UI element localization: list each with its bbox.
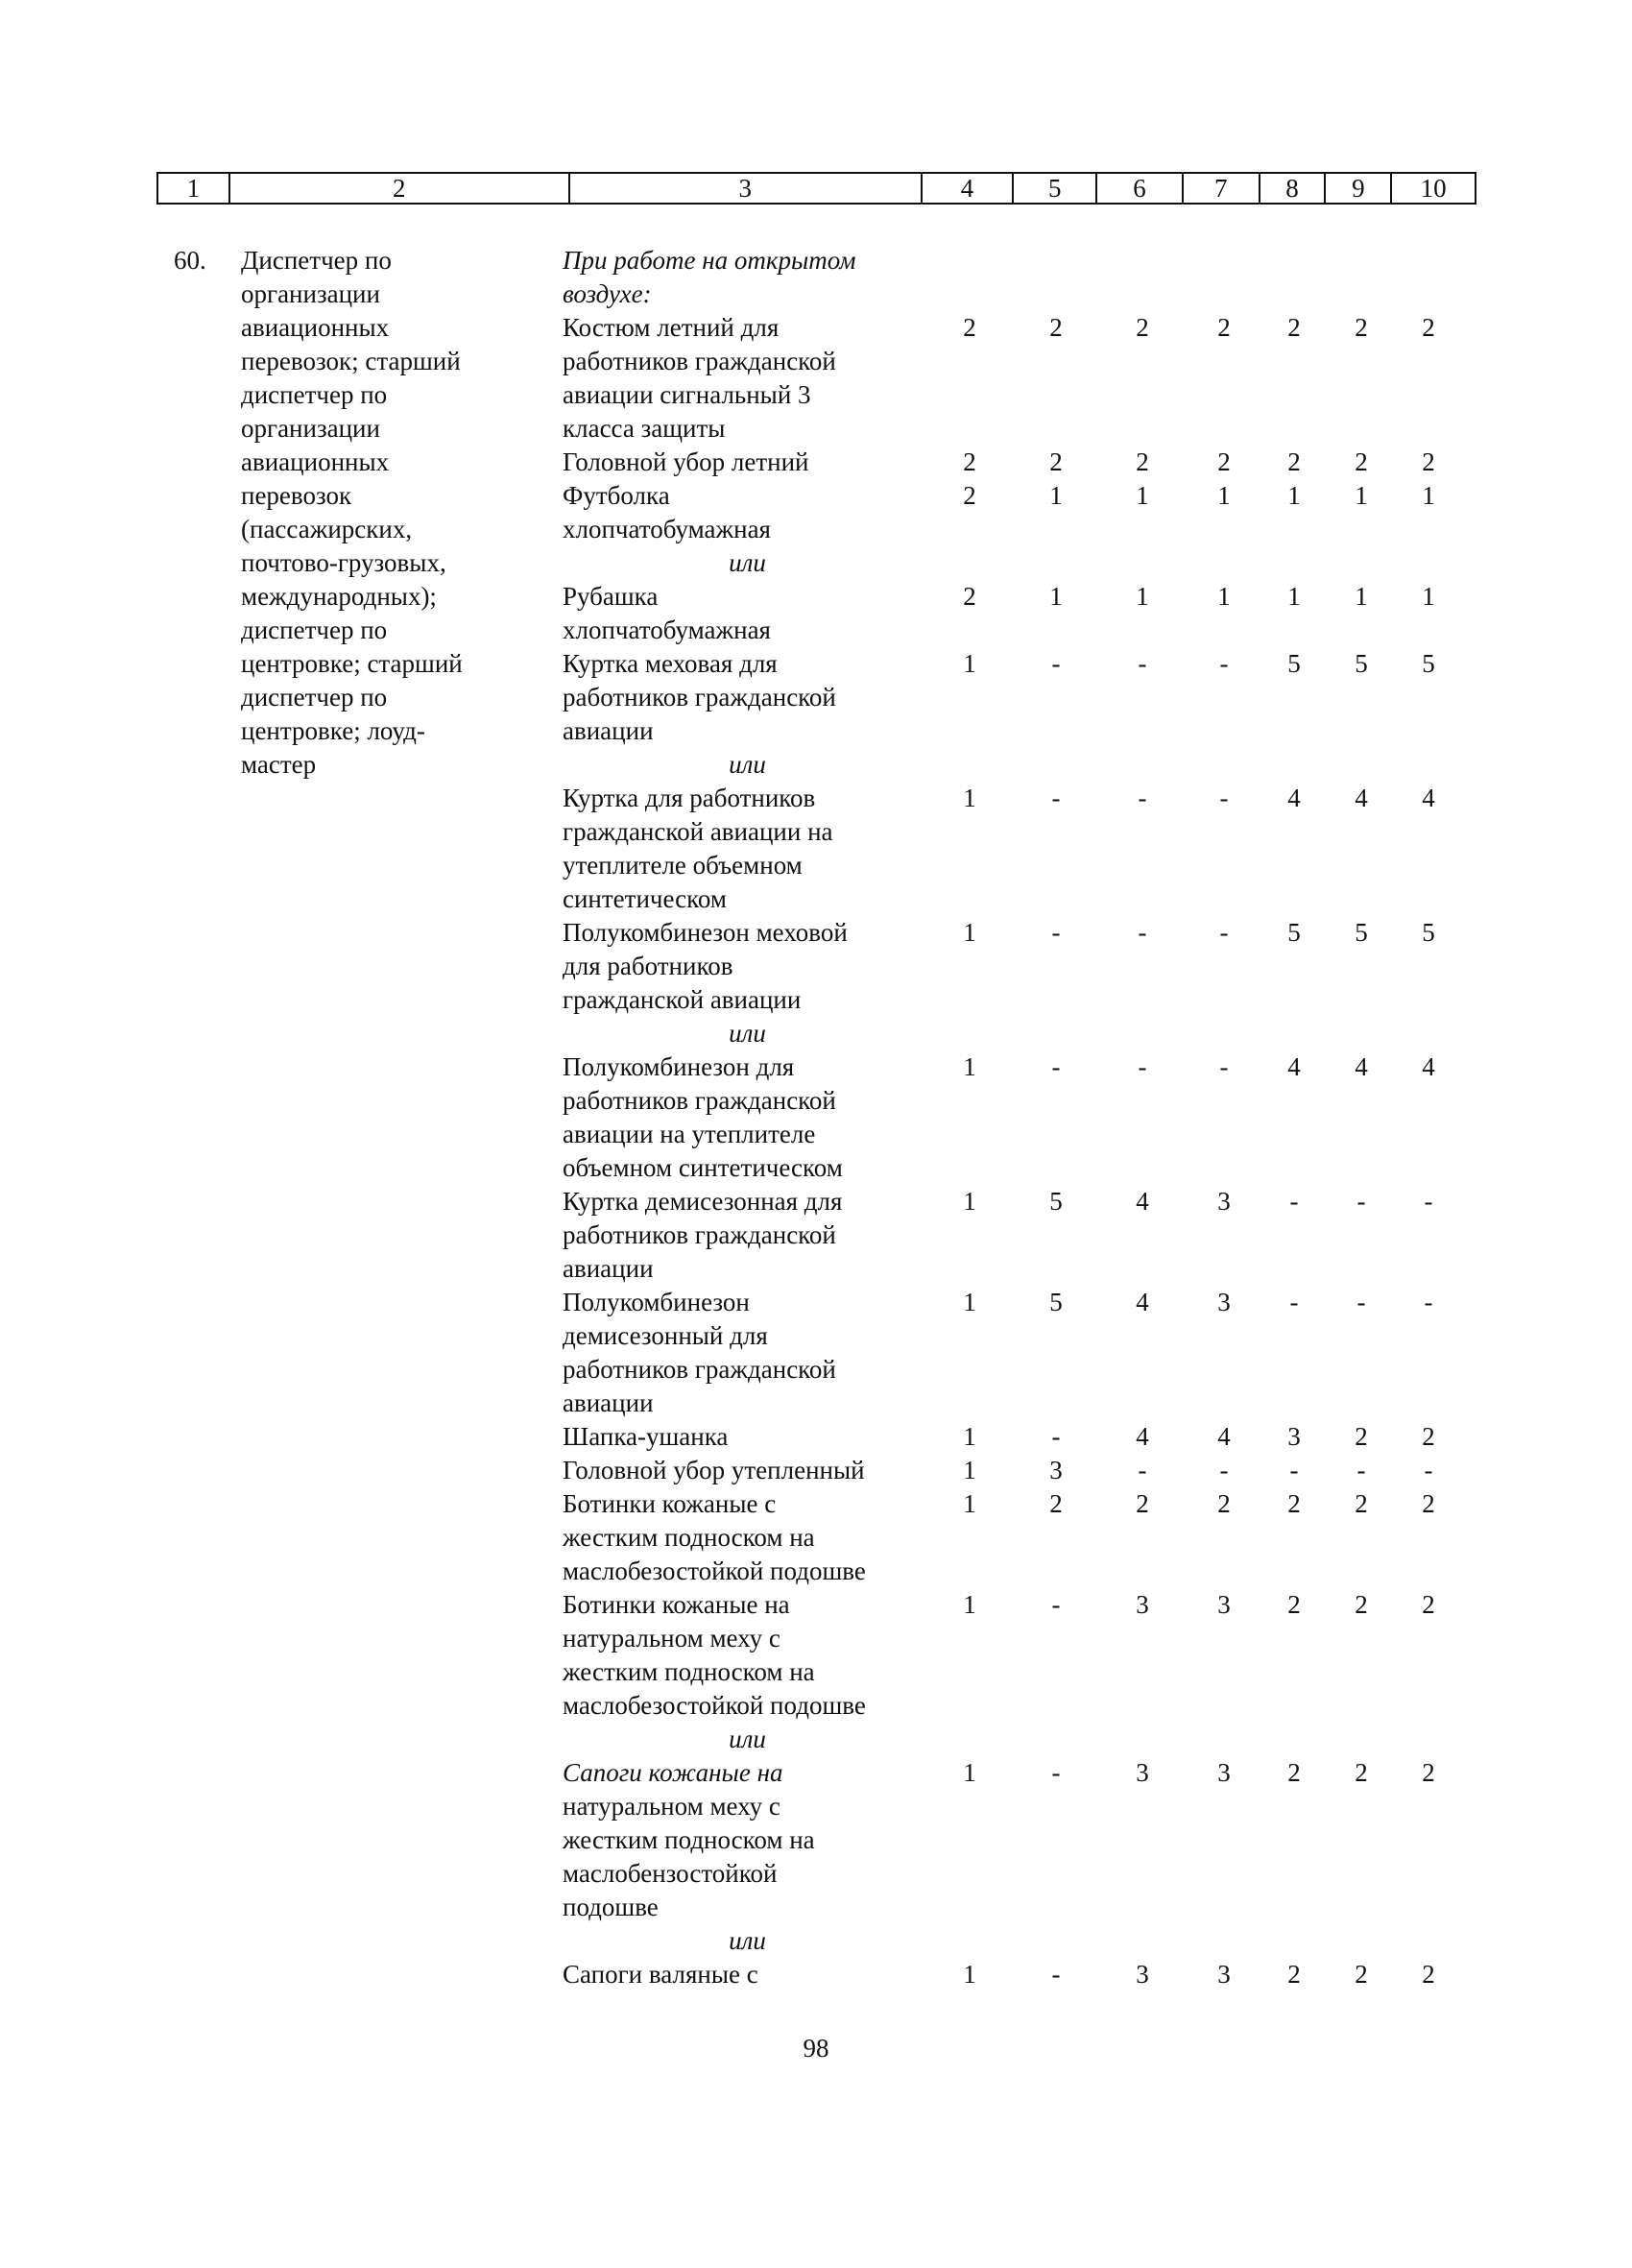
quantity-col-6: 4 bbox=[1136, 1187, 1149, 1216]
quantity-col-8: - bbox=[1289, 1187, 1299, 1216]
quantity-col-9: 4 bbox=[1355, 784, 1368, 812]
quantity-col-8: - bbox=[1289, 1456, 1299, 1484]
item-name: Костюм летний для работников гражданской авиации сигнальный 3 класса защиты bbox=[563, 313, 836, 443]
quantity-col-4: 1 bbox=[963, 1288, 976, 1316]
quantity-col-7: 3 bbox=[1217, 1590, 1231, 1619]
quantity-col-4: 2 bbox=[963, 582, 976, 611]
or-label: или bbox=[729, 548, 766, 577]
item-name: Ботинки кожаные на натуральном меху с жестким подноском на маслобезостойкой подошве bbox=[563, 1590, 866, 1720]
quantity-col-9: - bbox=[1356, 1456, 1366, 1484]
quantity-col-5: 2 bbox=[1049, 447, 1063, 476]
quantity-col-8: 1 bbox=[1287, 481, 1301, 510]
item-name: Полукомбинезон меховой для работников гражданской авиации bbox=[563, 918, 848, 1014]
quantity-col-5: 1 bbox=[1049, 582, 1063, 611]
quantity-col-6: 2 bbox=[1136, 313, 1149, 342]
quantity-col-4: 1 bbox=[963, 1960, 976, 1989]
column-number-5: 5 bbox=[1014, 174, 1097, 203]
quantity-col-4: 1 bbox=[963, 1489, 976, 1518]
quantity-col-10: - bbox=[1424, 1187, 1433, 1216]
item-name: Головной убор утепленный bbox=[563, 1456, 865, 1484]
quantity-col-9: - bbox=[1356, 1187, 1366, 1216]
quantity-col-4: 1 bbox=[963, 918, 976, 947]
quantity-col-10: 2 bbox=[1422, 1960, 1435, 1989]
quantity-col-7: - bbox=[1219, 649, 1229, 678]
quantity-col-4: 2 bbox=[963, 313, 976, 342]
column-number-header bbox=[156, 172, 1476, 205]
quantity-col-6: 2 bbox=[1136, 1489, 1149, 1518]
quantity-col-5: 2 bbox=[1049, 313, 1063, 342]
item-name: Сапоги кожаные на натуральном меху с жестким подноском на маслобензостойкой подошве bbox=[563, 1758, 815, 1921]
quantity-col-7: 1 bbox=[1217, 481, 1231, 510]
quantity-col-10: 2 bbox=[1422, 313, 1435, 342]
quantity-col-7: 2 bbox=[1217, 447, 1231, 476]
quantity-col-9: 2 bbox=[1355, 1422, 1368, 1451]
quantity-col-5: - bbox=[1051, 918, 1061, 947]
quantity-col-6: - bbox=[1138, 784, 1147, 812]
quantity-col-8: 2 bbox=[1287, 1960, 1301, 1989]
column-number-8: 8 bbox=[1260, 174, 1327, 203]
quantity-col-5: 5 bbox=[1049, 1288, 1063, 1316]
quantity-col-9: 2 bbox=[1355, 1758, 1368, 1787]
quantity-col-4: 1 bbox=[963, 1758, 976, 1787]
quantity-col-5: - bbox=[1051, 784, 1061, 812]
quantity-col-9: - bbox=[1356, 1288, 1366, 1316]
column-number-10: 10 bbox=[1420, 174, 1447, 203]
item-name: Полукомбинезон демисезонный для работников гражданской авиации bbox=[563, 1288, 836, 1417]
quantity-col-7: - bbox=[1219, 784, 1229, 812]
quantity-col-7: 3 bbox=[1217, 1288, 1231, 1316]
quantity-col-4: 1 bbox=[963, 1052, 976, 1081]
or-label: или bbox=[729, 1725, 766, 1753]
quantity-col-7: 2 bbox=[1217, 313, 1231, 342]
quantity-col-5: 1 bbox=[1049, 481, 1063, 510]
or-label: или bbox=[729, 750, 766, 779]
quantity-col-4: 1 bbox=[963, 1590, 976, 1619]
quantity-col-6: 1 bbox=[1136, 582, 1149, 611]
quantity-col-4: 1 bbox=[963, 1422, 976, 1451]
profession-list: Диспетчер по организации авиационных перевозок; старший диспетчер по организации авиационных перевозок (пассажирских, почтово-грузовых, международных); диспетчер по центровке; старший диспетчер по центровке; лоуд- мастер bbox=[241, 246, 463, 779]
quantity-col-5: - bbox=[1051, 1590, 1061, 1619]
quantity-col-7: - bbox=[1219, 1456, 1229, 1484]
quantity-col-6: 4 bbox=[1136, 1288, 1149, 1316]
quantity-col-5: - bbox=[1051, 1960, 1061, 1989]
quantity-col-10: - bbox=[1424, 1456, 1433, 1484]
entry-number: 60. bbox=[174, 246, 206, 275]
quantity-col-9: 2 bbox=[1355, 1489, 1368, 1518]
quantity-col-6: 2 bbox=[1136, 447, 1149, 476]
quantity-col-7: 3 bbox=[1217, 1758, 1231, 1787]
quantity-col-7: 3 bbox=[1217, 1960, 1231, 1989]
quantity-col-7: 1 bbox=[1217, 582, 1231, 611]
quantity-col-5: - bbox=[1051, 649, 1061, 678]
quantity-col-8: 2 bbox=[1287, 313, 1301, 342]
quantity-col-5: 3 bbox=[1049, 1456, 1063, 1484]
quantity-col-10: 5 bbox=[1422, 649, 1435, 678]
quantity-col-7: 4 bbox=[1217, 1422, 1231, 1451]
item-name: Рубашка хлопчатобумажная bbox=[563, 582, 771, 644]
quantity-col-4: 2 bbox=[963, 481, 976, 510]
item-name: Ботинки кожаные с жестким подноском на маслобезостойкой подошве bbox=[563, 1489, 866, 1585]
quantity-col-6: - bbox=[1138, 649, 1147, 678]
quantity-col-10: - bbox=[1424, 1288, 1433, 1316]
quantity-col-10: 2 bbox=[1422, 1489, 1435, 1518]
quantity-col-6: 4 bbox=[1136, 1422, 1149, 1451]
item-name: Футболка хлопчатобумажная bbox=[563, 481, 771, 543]
quantity-col-5: - bbox=[1051, 1052, 1061, 1081]
quantity-col-4: 1 bbox=[963, 1187, 976, 1216]
quantity-col-10: 2 bbox=[1422, 1758, 1435, 1787]
quantity-col-8: 2 bbox=[1287, 447, 1301, 476]
quantity-col-10: 5 bbox=[1422, 918, 1435, 947]
item-name: Головной убор летний bbox=[563, 447, 809, 476]
column-number-3: 3 bbox=[570, 174, 923, 203]
column-number-2: 2 bbox=[230, 174, 570, 203]
quantity-col-10: 2 bbox=[1422, 1590, 1435, 1619]
quantity-col-6: 3 bbox=[1136, 1590, 1149, 1619]
quantity-col-10: 1 bbox=[1422, 582, 1435, 611]
quantity-col-8: 4 bbox=[1287, 784, 1301, 812]
column-number-7: 7 bbox=[1184, 174, 1260, 203]
quantity-col-8: 5 bbox=[1287, 918, 1301, 947]
quantity-col-9: 1 bbox=[1355, 582, 1368, 611]
column-number-6: 6 bbox=[1097, 174, 1184, 203]
quantity-col-4: 2 bbox=[963, 447, 976, 476]
quantity-col-10: 4 bbox=[1422, 1052, 1435, 1081]
quantity-col-8: 2 bbox=[1287, 1590, 1301, 1619]
quantity-col-9: 2 bbox=[1355, 313, 1368, 342]
quantity-col-10: 1 bbox=[1422, 481, 1435, 510]
quantity-col-8: 4 bbox=[1287, 1052, 1301, 1081]
quantity-col-6: - bbox=[1138, 1456, 1147, 1484]
column-number-1: 1 bbox=[158, 174, 230, 203]
quantity-col-6: 1 bbox=[1136, 481, 1149, 510]
quantity-col-9: 4 bbox=[1355, 1052, 1368, 1081]
item-name: Куртка меховая для работников гражданской авиации bbox=[563, 649, 836, 745]
quantity-col-5: 5 bbox=[1049, 1187, 1063, 1216]
item-name: Куртка демисезонная для работников гражданской авиации bbox=[563, 1187, 843, 1283]
quantity-col-8: 2 bbox=[1287, 1489, 1301, 1518]
quantity-col-9: 5 bbox=[1355, 649, 1368, 678]
quantity-col-7: - bbox=[1219, 918, 1229, 947]
quantity-col-6: 3 bbox=[1136, 1960, 1149, 1989]
quantity-col-4: 1 bbox=[963, 784, 976, 812]
quantity-col-10: 2 bbox=[1422, 447, 1435, 476]
quantity-col-5: - bbox=[1051, 1758, 1061, 1787]
quantity-col-4: 1 bbox=[963, 649, 976, 678]
item-name: Полукомбинезон для работников гражданской авиации на утеплителе объемном синтетическом bbox=[563, 1052, 843, 1182]
column-number-9: 9 bbox=[1326, 174, 1392, 203]
quantity-col-9: 5 bbox=[1355, 918, 1368, 947]
quantity-col-8: 3 bbox=[1287, 1422, 1301, 1451]
quantity-col-5: 2 bbox=[1049, 1489, 1063, 1518]
or-label: или bbox=[729, 1019, 766, 1048]
item-name: Шапка-ушанка bbox=[563, 1422, 729, 1451]
quantity-col-8: 2 bbox=[1287, 1758, 1301, 1787]
quantity-col-8: 5 bbox=[1287, 649, 1301, 678]
item-name: Сапоги валяные с bbox=[563, 1960, 758, 1989]
quantity-col-9: 2 bbox=[1355, 447, 1368, 476]
quantity-col-9: 2 bbox=[1355, 1590, 1368, 1619]
page-number: 98 bbox=[803, 2034, 829, 2063]
quantity-col-7: - bbox=[1219, 1052, 1229, 1081]
quantity-col-4: 1 bbox=[963, 1456, 976, 1484]
quantity-col-10: 4 bbox=[1422, 784, 1435, 812]
quantity-col-8: 1 bbox=[1287, 582, 1301, 611]
quantity-col-6: 3 bbox=[1136, 1758, 1149, 1787]
quantity-col-7: 2 bbox=[1217, 1489, 1231, 1518]
quantity-col-6: - bbox=[1138, 1052, 1147, 1081]
item-name: При работе на открытом воздухе: bbox=[563, 246, 856, 308]
quantity-col-9: 1 bbox=[1355, 481, 1368, 510]
quantity-col-8: - bbox=[1289, 1288, 1299, 1316]
quantity-col-10: 2 bbox=[1422, 1422, 1435, 1451]
quantity-col-6: - bbox=[1138, 918, 1147, 947]
quantity-col-5: - bbox=[1051, 1422, 1061, 1451]
item-name: Куртка для работников гражданской авиации на утеплителе объемном синтетическом bbox=[563, 784, 833, 913]
quantity-col-9: 2 bbox=[1355, 1960, 1368, 1989]
quantity-col-7: 3 bbox=[1217, 1187, 1231, 1216]
or-label: или bbox=[729, 1926, 766, 1955]
column-number-4: 4 bbox=[923, 174, 1015, 203]
